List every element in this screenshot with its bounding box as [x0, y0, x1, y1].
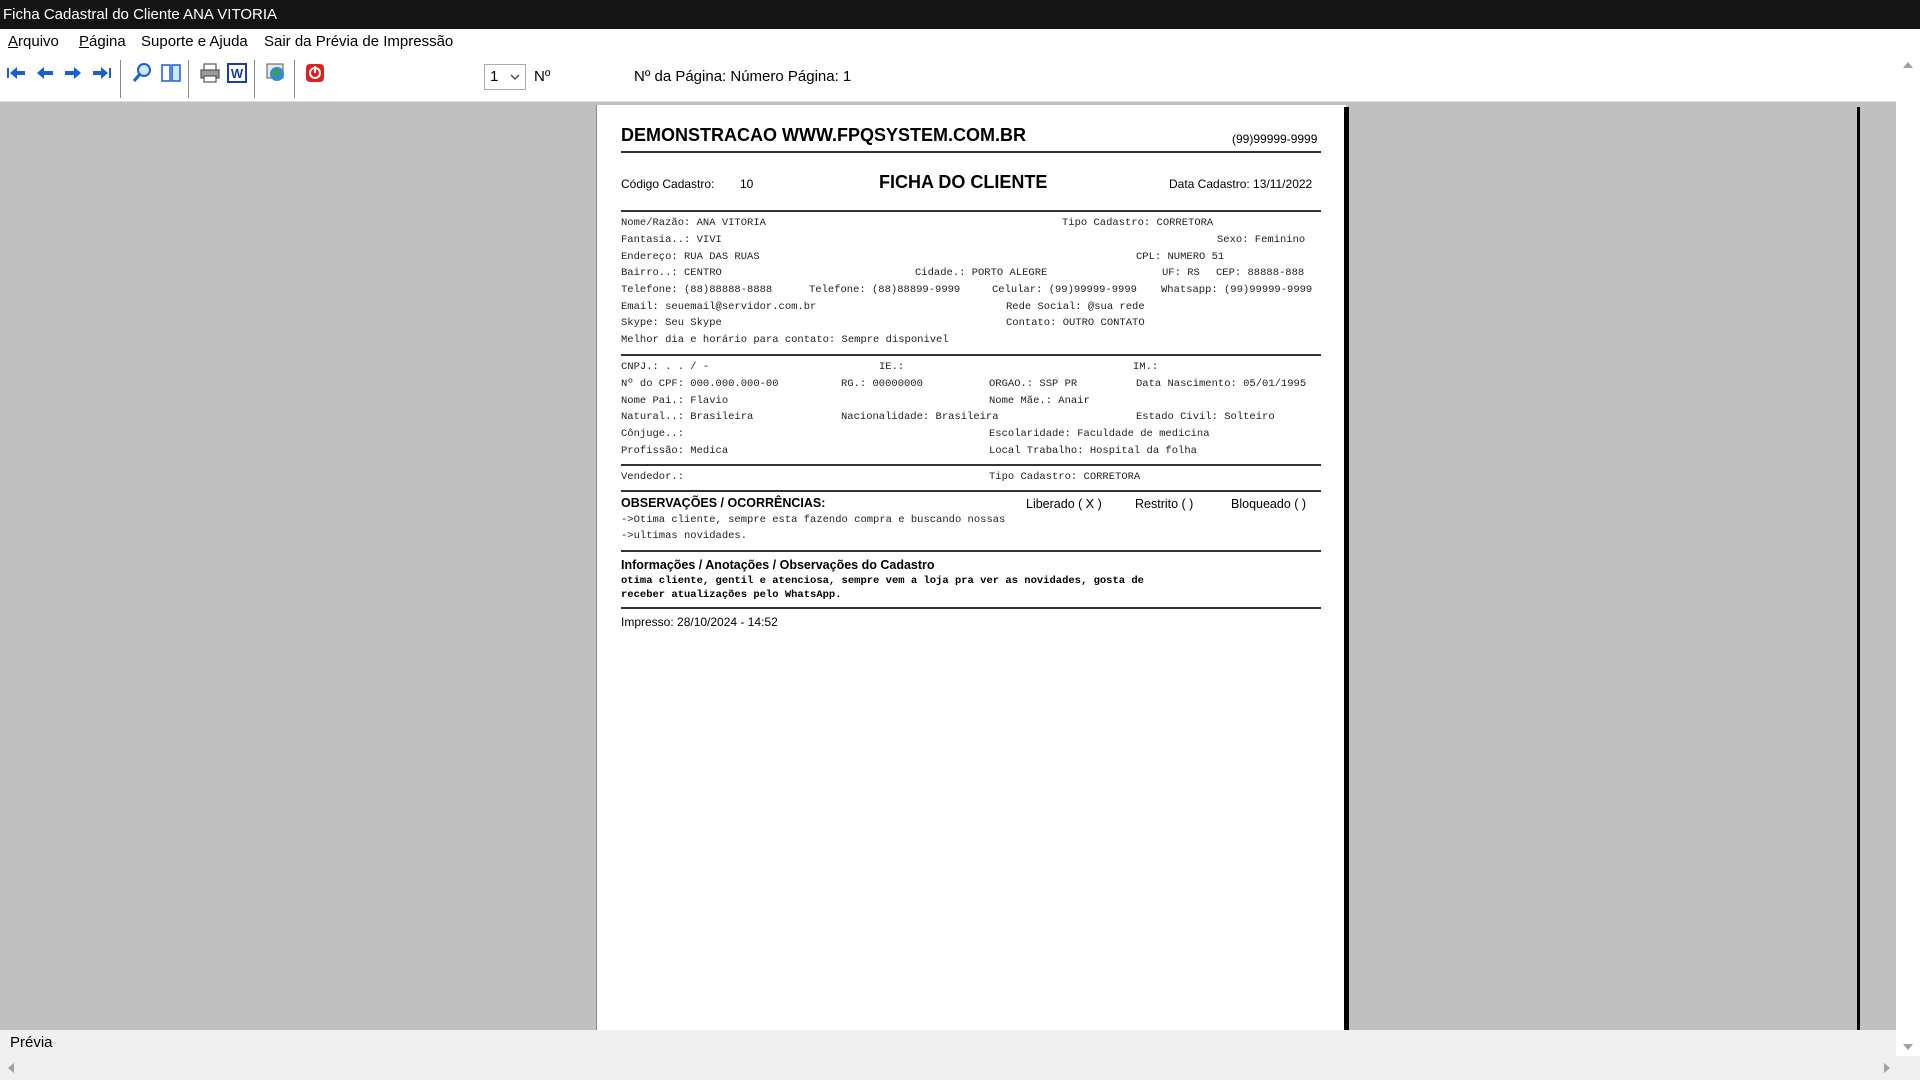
codigo-label: Código Cadastro: [621, 177, 715, 191]
status-liberado: Liberado ( X ) [1026, 497, 1102, 511]
field-tipo-cadastro-2: Tipo Cadastro: CORRETORA [989, 471, 1141, 483]
field-orgao: ORGAO.: SSP PR [989, 378, 1078, 390]
toolbar-separator [254, 60, 255, 98]
company-name: DEMONSTRACAO WWW.FPQSYSTEM.COM.BR [621, 125, 1026, 145]
status-bar [0, 1030, 1896, 1056]
status-bloqueado: Bloqueado ( ) [1231, 497, 1307, 511]
window-title-bar [0, 0, 1920, 29]
informacoes-line-1: otima cliente, gentil e atenciosa, sempre vem a loja pra ver as novidades, gosta de [621, 575, 1144, 587]
divider [621, 354, 1321, 356]
menu-pagina-label: ágina [89, 33, 126, 50]
field-endereco: Endereço: RUA DAS RUAS [621, 251, 760, 263]
menu-suporte[interactable]: Suporte e Ajuda [141, 33, 248, 50]
divider [621, 464, 1321, 466]
informacoes-title: Informações / Anotações / Observações do Cadastro [621, 558, 935, 572]
last-page-icon[interactable] [91, 62, 113, 84]
status-restrito: Restrito ( ) [1135, 497, 1194, 511]
company-phone: (99)99999-9999 [1232, 132, 1318, 146]
first-page-icon[interactable] [5, 62, 27, 84]
menu-sair[interactable]: Sair da Prévia de Impressão [264, 33, 454, 50]
field-natural: Natural..: Brasileira [621, 411, 754, 423]
page-info: Nº da Página: Número Página: 1 [634, 68, 852, 85]
field-cep: CEP: 88888-888 [1216, 267, 1305, 279]
page-number-label: Nº [534, 68, 551, 85]
field-contato: Contato: OUTRO CONTATO [1006, 317, 1145, 329]
field-telefone-1: Telefone: (88)88888-8888 [621, 284, 773, 296]
field-cnpj: CNPJ.: . . / - [621, 361, 710, 373]
svg-text:W: W [230, 66, 244, 81]
divider [621, 151, 1321, 153]
field-nome: Nome/Razão: ANA VITORIA [621, 217, 766, 229]
scroll-down-icon[interactable] [1902, 1042, 1914, 1052]
close-preview-icon[interactable] [304, 62, 326, 84]
field-im: IM.: [1133, 361, 1159, 373]
field-tipo-cadastro: Tipo Cadastro: CORRETORA [1062, 217, 1214, 229]
menu-arquivo-label: rquivo [18, 33, 59, 50]
zoom-icon[interactable] [131, 62, 153, 84]
window-title: Ficha Cadastral do Cliente ANA VITORIA [3, 6, 278, 23]
field-sexo: Sexo: Feminino [1217, 234, 1306, 246]
menu-pagina-accel: P [79, 33, 90, 50]
toolbar-separator [294, 60, 295, 98]
web-export-icon[interactable] [265, 62, 287, 84]
preview-edge-line [1857, 107, 1860, 1030]
field-nome-pai: Nome Pai.: Flavio [621, 395, 729, 407]
page-layout-icon[interactable] [160, 62, 182, 84]
field-nacionalidade: Nacionalidade: Brasileira [841, 411, 999, 423]
data-cadastro: Data Cadastro: 13/11/2022 [1169, 177, 1313, 191]
menu-arquivo[interactable] [8, 29, 59, 54]
field-cpf: Nº do CPF: 000.000.000-00 [621, 378, 779, 390]
page-select[interactable] [484, 64, 526, 90]
field-skype: Skype: Seu Skype [621, 317, 722, 329]
page-shadow [1344, 107, 1349, 1030]
toolbar-separator [188, 60, 189, 98]
scroll-left-icon[interactable] [6, 1062, 16, 1074]
previous-page-icon[interactable] [34, 62, 56, 84]
scroll-right-icon[interactable] [1882, 1062, 1892, 1074]
toolbar [0, 54, 1896, 102]
divider [621, 490, 1321, 492]
field-nome-mae: Nome Mãe.: Anair [989, 395, 1090, 407]
horizontal-scrollbar[interactable] [0, 1056, 1920, 1080]
page-select-value: 1 [490, 68, 499, 85]
toolbar-separator [120, 60, 121, 98]
field-cpl: CPL: NUMERO 51 [1136, 251, 1225, 263]
observacao-line-2: ->ultimas novidades. [621, 530, 748, 542]
impresso-timestamp: Impresso: 28/10/2024 - 14:52 [621, 615, 778, 629]
codigo-value: 10 [740, 177, 754, 191]
print-icon[interactable] [199, 62, 221, 84]
observacao-line-1: ->Otima cliente, sempre esta fazendo compra e buscando nossas [621, 514, 1006, 526]
menu-arquivo-accel: A [8, 33, 19, 50]
field-data-nascimento: Data Nascimento: 05/01/1995 [1136, 378, 1307, 390]
field-bairro: Bairro..: CENTRO [621, 267, 722, 279]
field-telefone-2: Telefone: (88)88899-9999 [809, 284, 961, 296]
field-profissao: Profissão: Medica [621, 445, 729, 457]
word-export-icon[interactable] [226, 62, 248, 84]
field-escolaridade: Escolaridade: Faculdade de medicina [989, 428, 1210, 440]
observacoes-title: OBSERVAÇÕES / OCORRÊNCIAS: [621, 496, 826, 510]
divider [621, 607, 1321, 609]
menu-bar [0, 29, 1920, 54]
menu-pagina[interactable] [79, 29, 126, 54]
next-page-icon[interactable] [62, 62, 84, 84]
field-conjuge: Cônjuge..: [621, 428, 685, 440]
field-email: Email: seuemail@servidor.com.br [621, 301, 817, 313]
field-fantasia: Fantasia..: VIVI [621, 234, 722, 246]
report-title: FICHA DO CLIENTE [879, 172, 1048, 192]
divider [621, 550, 1321, 552]
field-celular: Celular: (99)99999-9999 [992, 284, 1137, 296]
field-cidade: Cidade.: PORTO ALEGRE [915, 267, 1048, 279]
field-rede-social: Rede Social: @sua rede [1006, 301, 1145, 313]
divider [621, 210, 1321, 212]
print-preview-area[interactable] [0, 102, 1896, 1030]
field-ie: IE.: [879, 361, 905, 373]
field-vendedor: Vendedor.: [621, 471, 685, 483]
field-melhor-horario: Melhor dia e horário para contato: Sempre disponivel [621, 334, 949, 346]
report-page [596, 105, 1346, 1030]
vertical-scrollbar[interactable] [1896, 54, 1920, 1056]
scroll-up-icon[interactable] [1902, 60, 1914, 70]
field-whatsapp: Whatsapp: (99)99999-9999 [1161, 284, 1313, 296]
field-local-trabalho: Local Trabalho: Hospital da folha [989, 445, 1197, 457]
status-text: Prévia [10, 1034, 53, 1051]
field-estado-civil: Estado Civil: Solteiro [1136, 411, 1275, 423]
field-uf: UF: RS [1162, 267, 1200, 279]
informacoes-line-2: receber atualizações pelo WhatsApp. [621, 589, 842, 601]
field-rg: RG.: 00000000 [841, 378, 923, 390]
chevron-down-icon [509, 66, 521, 88]
